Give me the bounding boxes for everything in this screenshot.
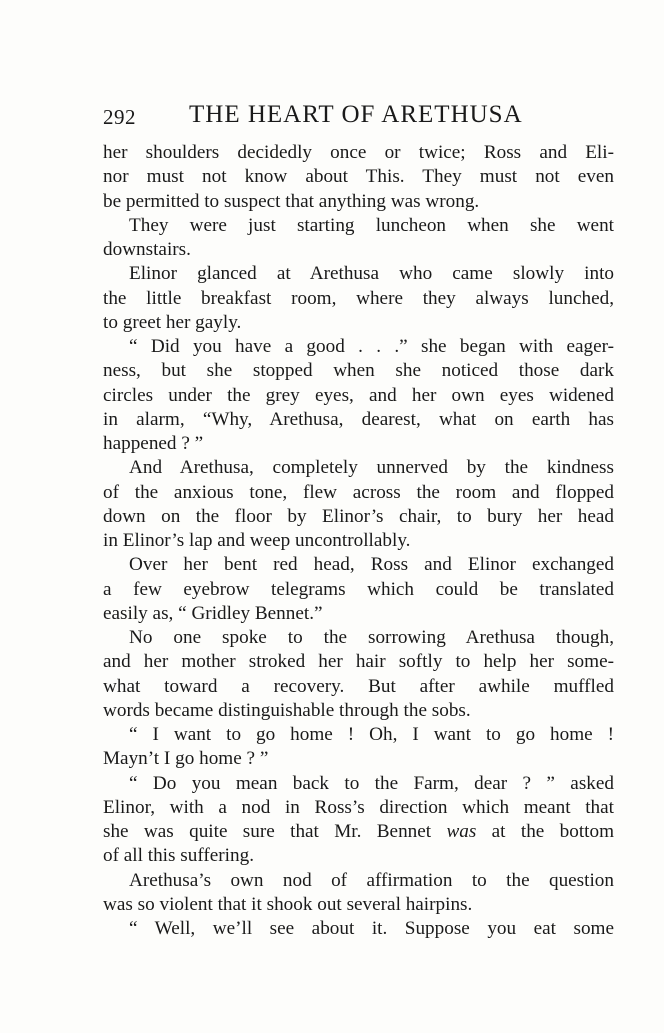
text-line: be permitted to suspect that anything was wrong.: [103, 190, 480, 212]
text-segment: she was quite sure that Mr. Bennet: [103, 821, 447, 842]
text-line: words became distinguishable through the sobs.: [103, 699, 471, 721]
text-line: in alarm, “Why, Arethusa, dearest, what on earth has: [103, 408, 614, 430]
text-line: to greet her gayly.: [103, 311, 242, 333]
text-line: “ I want to go home ! Oh, I want to go home !: [129, 724, 614, 745]
page-number: 292: [103, 105, 136, 129]
text-line: and her mother stroked her hair softly to help her some-: [103, 651, 614, 673]
text-line: ness, but she stopped when she noticed those dark: [103, 360, 614, 382]
text-line: They were just starting luncheon when she went: [129, 214, 614, 236]
text-line: “ Did you have a good . . .” she began with eager-: [129, 336, 614, 357]
body-text: [103, 141, 614, 941]
page-header: [103, 101, 617, 131]
text-line: of the anxious tone, flew across the room and flopped: [103, 481, 614, 503]
text-line: downstairs.: [103, 239, 191, 260]
text-line: was so violent that it shook out several hairpins.: [103, 893, 473, 915]
text-line: [103, 820, 614, 844]
text-line: “ Well, we’ll see about it. Suppose you eat some: [129, 918, 614, 939]
text-line: Elinor glanced at Arethusa who came slowly into: [129, 263, 614, 285]
text-line: Arethusa’s own nod of affirmation to the question: [129, 869, 614, 891]
running-title: THE HEART OF ARETHUSA: [189, 101, 523, 128]
text-line: Mayn’t I go home ? ”: [103, 748, 269, 770]
text-line: No one spoke to the sorrowing Arethusa though,: [129, 627, 614, 648]
text-line: of all this suffering.: [103, 845, 254, 867]
text-line: what toward a recovery. But after awhile muffled: [103, 675, 614, 697]
text-line: in Elinor’s lap and weep uncontrollably.: [103, 530, 411, 551]
text-line: her shoulders decidedly once or twice; Ross and Eli-: [103, 142, 614, 163]
text-line: down on the floor by Elinor’s chair, to bury her head: [103, 505, 614, 527]
text-line: Elinor, with a nod in Ross’s direction which meant that: [103, 796, 614, 818]
text-line: Over her bent red head, Ross and Elinor exchanged: [129, 554, 614, 576]
text-line: And Arethusa, completely unnerved by the kindness: [129, 457, 614, 479]
text-line: “ Do you mean back to the Farm, dear ? ” asked: [129, 772, 614, 794]
text-line: circles under the grey eyes, and her own eyes widened: [103, 384, 614, 406]
text-line: nor must not know about This. They must not even: [103, 166, 614, 188]
text-segment: at the bottom: [476, 821, 615, 842]
text-line: happened ? ”: [103, 433, 204, 454]
italic-word: was: [446, 821, 477, 842]
text-line: easily as, “ Gridley Bennet.”: [103, 602, 323, 624]
text-line: the little breakfast room, where they always lunched,: [103, 287, 614, 309]
text-line: a few eyebrow telegrams which could be translated: [103, 578, 614, 600]
